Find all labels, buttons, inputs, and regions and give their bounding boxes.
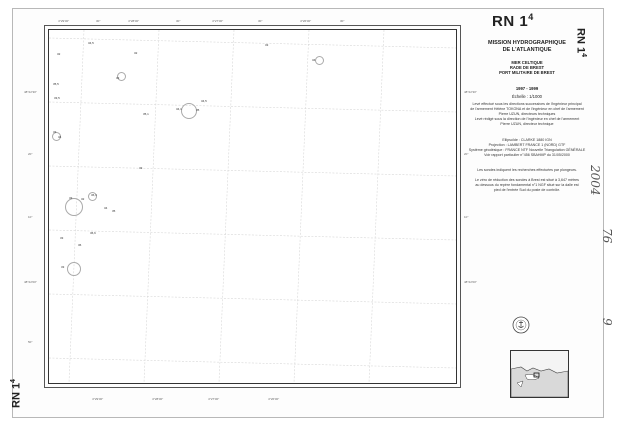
top-tick: 4°28'00" (128, 19, 140, 23)
side-chart-number-top: RN $1^4$ (574, 28, 587, 57)
mission-subtitle: DE L'ATLANTIQUE (502, 47, 552, 53)
top-tick: 4°29'00" (58, 19, 70, 23)
left-tick: 10" (28, 215, 33, 219)
sounding: 34 (104, 206, 108, 210)
handwritten-note: 9 (600, 318, 614, 326)
sounding-notes: Les sondes indiquent les recherches effectuées par plongeurs. (477, 168, 577, 172)
handwritten-note: 76 (600, 228, 614, 244)
survey-notes: Levé effectué sous les directions successives de l'ingénieur principal de l'armement Hélène TOKONA et de l'ingénieur en chef de l'armement Pierre UZUN, directeurs techniques Levé rédigé sous la direction de l'ingénieur en chef de l'armement Pierre UZUN, directeur technique (470, 102, 584, 126)
right-tick: 48°22'00" (464, 280, 477, 284)
datum-notes: Le zéro de réduction des sondes à Brest est situé à 3,647 mètres au dessous du repère fondamental n°1 NGF situé sur la dalle est pied de l'entrée Sud du poste de contrôle. (475, 178, 579, 192)
sounding-circle (67, 262, 81, 276)
sounding: 34,5 (88, 41, 94, 45)
handwritten-note: 2004 (588, 165, 602, 196)
sounding: 33 (61, 265, 65, 269)
bottom-tick: 4°28'00" (152, 397, 164, 401)
left-tick: 50" (28, 340, 33, 344)
sounding: 32 (57, 52, 61, 56)
top-tick: 30" (340, 19, 345, 23)
right-tick: 20" (464, 152, 469, 156)
top-tick: 30" (96, 19, 101, 23)
sounding-circle (315, 56, 324, 65)
sounding: 36 (78, 243, 82, 247)
survey-years: 1997 - 1999 (515, 86, 539, 91)
map-frame (48, 29, 457, 384)
sounding: 35,5 (53, 82, 59, 86)
bottom-tick: 4°29'00" (92, 397, 104, 401)
sounding: 33,5 (54, 96, 60, 100)
technical-notes: Ellipsoïde : CLARKE 1880 IGN Projection : LAMBERT FRANCE 1 (NORD) GTF Système géodésique : FRANCE NTF Nouvelle Triangulation GÉNÉRALE Voir rapport particulier n°456 SBAHMP du 31/05/2000 (468, 138, 586, 157)
sounding: 33 (265, 43, 269, 47)
hydrographic-seal-icon (512, 316, 530, 334)
right-tick: 48°22'30" (464, 90, 477, 94)
sounding: 33 (53, 130, 57, 134)
sounding: 35 (196, 108, 200, 112)
title-block (466, 40, 588, 54)
left-tick: 48°22'30" (24, 90, 37, 94)
sounding: 34,5 (201, 99, 207, 103)
sounding: 33 (69, 196, 73, 200)
sounding: 34 (58, 135, 62, 139)
area-name: RADE DE BREST (509, 65, 545, 70)
sounding: 36,6 (90, 231, 96, 235)
area-block (466, 60, 588, 75)
sounding: 35,1 (143, 112, 149, 116)
top-tick: 4°27'00" (212, 19, 224, 23)
graticule (49, 30, 456, 383)
mission-title: MISSION HYDROGRAPHIQUE (488, 40, 566, 46)
left-tick: 48°22'00" (24, 280, 37, 284)
area-name: PORT MILITAIRE DE BREST (499, 70, 555, 75)
sounding: 35 (112, 209, 116, 213)
sounding: 33 (116, 76, 120, 80)
right-tick: 10" (464, 215, 469, 219)
location-inset-map (510, 350, 569, 398)
chart-scale: Échelle : 1/1000 (511, 94, 543, 99)
sounding: 36,3 (91, 193, 97, 197)
top-tick: 30" (258, 19, 263, 23)
side-chart-number-bottom: RN $1^4$ (10, 379, 23, 408)
sounding: 33 (139, 166, 143, 170)
sounding: 33 (60, 236, 64, 240)
bottom-tick: 4°27'00" (208, 397, 220, 401)
area-name: MER CELTIQUE (511, 60, 543, 65)
sounding: 34 (312, 58, 316, 62)
sounding: 32 (134, 51, 138, 55)
left-tick: 20" (28, 152, 33, 156)
sounding-circle (181, 103, 200, 119)
top-tick: 30" (176, 19, 181, 23)
chart-number: RN $1^4$ (492, 12, 534, 30)
sounding: 34,1 (176, 107, 182, 111)
sounding: 32 (81, 197, 85, 201)
top-tick: 4°26'00" (300, 19, 312, 23)
brittany-coast-outline (511, 351, 568, 397)
bottom-tick: 4°26'00" (268, 397, 280, 401)
